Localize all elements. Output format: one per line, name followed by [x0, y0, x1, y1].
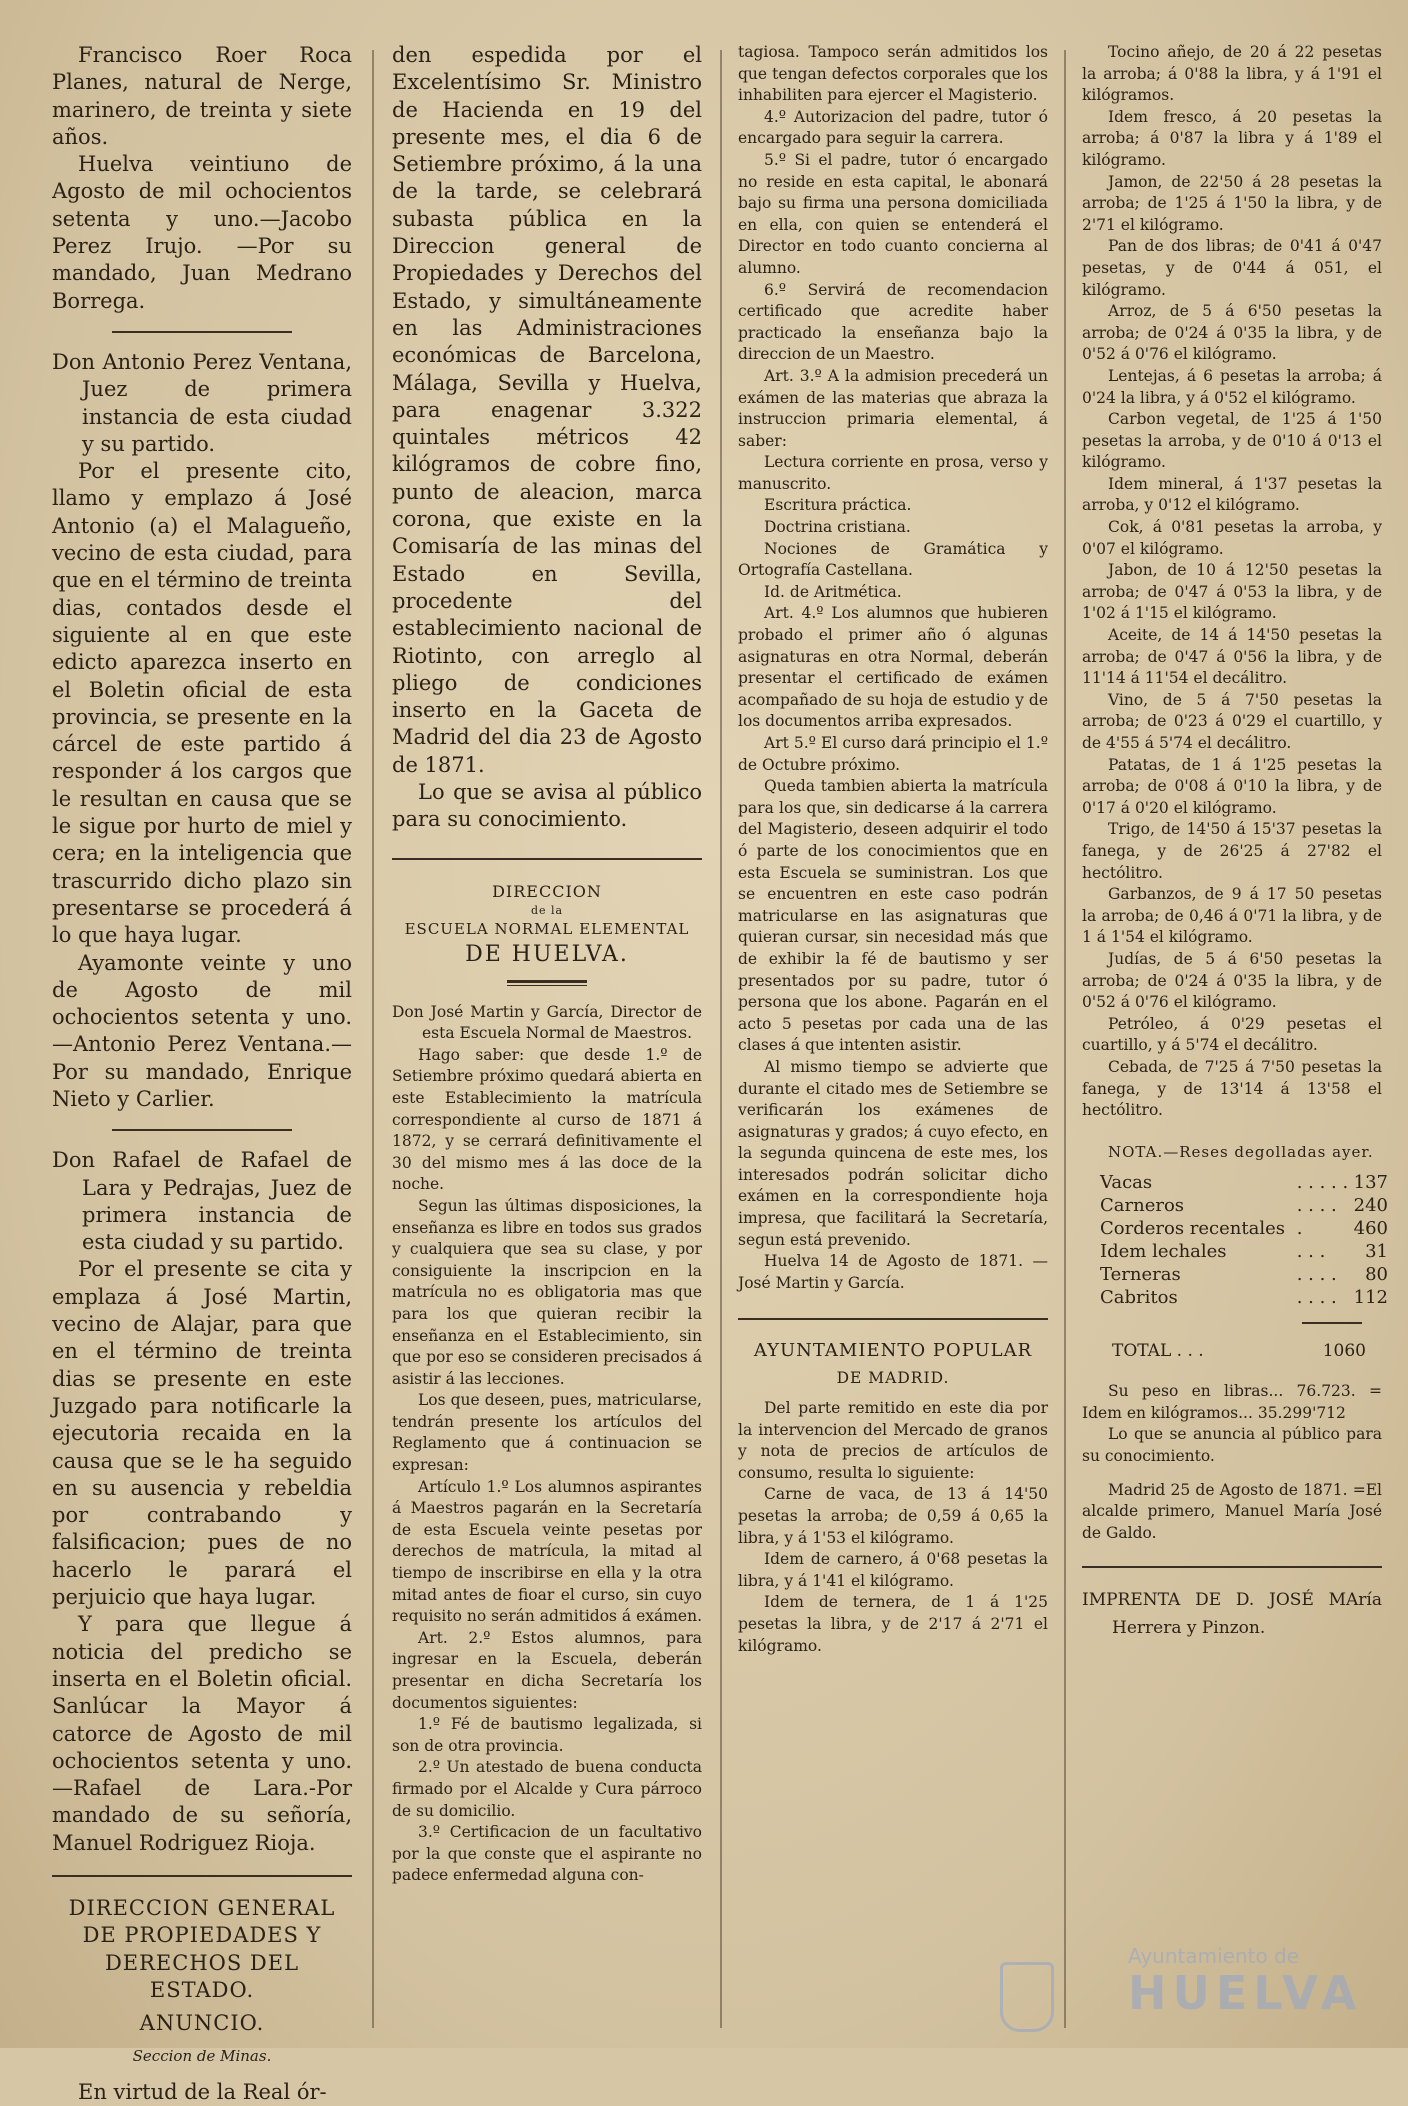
- column-3: [738, 42, 1048, 2028]
- paragraph: Al mismo tiempo se advierte que durante el citado mes de Setiembre se verificarán los exámenes de asignaturas y grados; á cuyo efecto, en la segunda quincena de este mes, los interesados podrán solicitar dicho exámen en la correspondiente hoja impresa, que facilitará la Secretaría, segun está prevenido.: [738, 1057, 1048, 1249]
- paragraph: 5.º Si el padre, tutor ó encargado no reside en esta capital, le abonará bajo su firma una persona domiciliada en ella, con quien se entenderá el Director en todo cuanto concierna al alumno.: [738, 150, 1048, 277]
- livestock-label: Terneras: [1100, 1264, 1181, 1286]
- coat-of-arms-icon: [1000, 1962, 1054, 2032]
- price-entry: Patatas, de 1 á 1'25 pesetas la arroba; de 0'08 á 0'10 la libra, y de 0'17 á 0'20 el kilógramo.: [1082, 755, 1382, 817]
- price-entry: Tocino añejo, de 20 á 22 pesetas la arroba; á 0'88 la libra, y á 1'91 el kilógramos.: [1082, 43, 1382, 105]
- price-entry: Idem fresco, á 20 pesetas la arroba; á 0'87 la libra y á 1'89 el kilógramo.: [1082, 107, 1382, 169]
- leader-dots: . . . .: [1296, 1195, 1337, 1217]
- paragraph: Escritura práctica.: [764, 496, 912, 515]
- price-entry: Arroz, de 5 á 6'50 pesetas la arroba; de 0'24 á 0'35 la libra, y de 0'52 á 0'76 el kilógramo.: [1082, 302, 1382, 364]
- paragraph: Art 5.º El curso dará principio el 1.º de Octubre próximo.: [738, 734, 1048, 774]
- livestock-label: Vacas: [1100, 1172, 1153, 1194]
- paragraph: Nociones de Gramática y Ortografía Castellana.: [738, 539, 1048, 580]
- paragraph: 1.º Fé de bautismo legalizada, si son de otra provincia.: [392, 1715, 702, 1755]
- section-subheading: ANUNCIO.: [139, 2011, 265, 2036]
- paragraph: Francisco Roer Roca Planes, natural de Nerge, marinero, de treinta y siete años.: [52, 43, 352, 149]
- school-heading-name: ESCUELA NORMAL ELEMENTAL: [404, 919, 690, 938]
- paragraph: Id. de Aritmética.: [764, 582, 902, 601]
- table-row: [1100, 1263, 1388, 1286]
- ornament: [507, 980, 587, 986]
- column-2: [392, 42, 702, 2028]
- separator: [112, 331, 292, 333]
- price-entry: Cebada, de 7'25 á 7'50 pesetas la fanega, y de 13'14 á 13'58 el hectólitro.: [1082, 1057, 1382, 1120]
- price-entry: Idem de carnero, á 0'68 pesetas la libra, y á 1'41 el kilógramo.: [738, 1550, 1048, 1590]
- paragraph: En virtud de la Real ór-: [78, 2079, 327, 2104]
- edict-heading: Don Rafael de Rafael de Lara y Pedrajas, Juez de primera instancia de esta ciudad y su partido.: [52, 1148, 352, 1255]
- watermark-line2: HUELVA: [1128, 1966, 1363, 2020]
- price-entry: Cok, á 0'81 pesetas la arroba, y 0'07 el kilógramo.: [1082, 518, 1382, 558]
- watermark-line1: Ayuntamiento de: [1128, 1944, 1300, 1968]
- separator: [52, 1875, 352, 1877]
- leader-dots: .: [1296, 1218, 1303, 1240]
- leader-dots: . . . . .: [1296, 1172, 1349, 1194]
- column-rule: [720, 50, 722, 2028]
- livestock-count: 137: [1353, 1172, 1388, 1194]
- livestock-label: Idem lechales: [1100, 1241, 1227, 1263]
- paragraph: Del parte remitido en este dia por la intervencion del Mercado de granos y nota de precios de artículos de consumo, resulta lo siguiente:: [738, 1399, 1048, 1482]
- total-value: 1060: [1322, 1341, 1366, 1362]
- nota-heading: NOTA.—Reses degolladas ayer.: [1108, 1142, 1374, 1161]
- price-entry: Idem de ternera, de 1 á 1'25 pesetas la libra, y de 2'17 á 2'71 el kilógramo.: [738, 1593, 1048, 1655]
- paragraph: Huelva veintiuno de Agosto de mil ochocientos setenta y uno.—Jacobo Perez Irujo. —Por su mandado, Juan Medrano Borrega.: [52, 152, 352, 313]
- paragraph: Don José Martin y García, Director de esta Escuela Normal de Maestros.: [392, 1002, 702, 1043]
- paragraph: Su peso en libras... 76.723. = Idem en kilógramos... 35.299'712: [1082, 1382, 1382, 1422]
- paragraph: 3.º Certificacion de un facultativo por la que conste que el aspirante no padece enfermedad alguna con-: [392, 1823, 702, 1885]
- livestock-count: 80: [1365, 1264, 1388, 1286]
- column-rule: [372, 50, 374, 2028]
- paragraph: Art. 3.º A la admision precederá un exámen de las materias que abraza la instruccion primaria elemental, á saber:: [738, 366, 1048, 450]
- paragraph: 2.º Un atestado de buena conducta firmado por el Alcalde y Cura párroco de su domicilio.: [392, 1758, 702, 1820]
- price-entry: Carbon vegetal, de 1'25 á 1'50 pesetas la arroba, y de 0'10 á 0'13 el kilógramo.: [1082, 410, 1382, 472]
- price-entry: Idem mineral, á 1'37 pesetas la arroba, y 0'12 el kilógramo.: [1082, 474, 1382, 515]
- separator: [392, 858, 702, 860]
- price-entry: Trigo, de 14'50 á 15'37 pesetas la fanega, y de 26'25 á 27'82 el hectólitro.: [1082, 820, 1382, 882]
- paragraph: den espedida por el Excelentísimo Sr. Ministro de Hacienda en 19 del presente mes, el dia 6 de Setiembre próximo, á la una de la tarde, se celebrará subasta pública en la Direccion general de Propiedades y Derechos del Estado, y simultáneamente en las Administraciones económicas de Barcelona, Málaga, Sevilla y Huelva, para enagenar 3.322 quintales métricos 42 kilógramos de cobre fino, punto de aleacion, marca corona, que existe en la Comisaría de las minas del Estado en Sevilla, procedente del establecimiento nacional de Riotinto, con arreglo al pliego de condiciones inserto en la Gaceta de Madrid del dia 23 de Agosto de 1871.: [392, 43, 702, 777]
- price-entry: Jamon, de 22'50 á 28 pesetas la arroba; de 1'25 á 1'50 la libra, y de 2'71 el kilógramo.: [1082, 172, 1382, 234]
- council-heading: AYUNTAMIENTO POPULAR: [753, 1340, 1033, 1362]
- price-entry: Vino, de 5 á 7'50 pesetas la arroba; de 0'23 á 0'29 el cuartillo, y de 4'55 á 5'74 el decálitro.: [1082, 690, 1382, 752]
- watermark-stamp: [1000, 1938, 1370, 2038]
- paragraph: Artículo 1.º Los alumnos aspirantes á Maestros pagarán en la Secretaría de esta Escuela veinte pesetas por derechos de matrícula, la mitad al tiempo de inscribirse en ella y la otra mitad antes de fioar el curso, sin cuyo requisito no serán admitidos á exámen.: [392, 1477, 703, 1626]
- school-heading: DIRECCION: [492, 881, 602, 901]
- section-heading: DIRECCION GENERAL DE PROPIEDADES Y DERECHOS DEL ESTADO.: [68, 1896, 336, 2002]
- price-entry: Petróleo, á 0'29 pesetas el cuartillo, y á 5'74 el decálitro.: [1082, 1014, 1382, 1055]
- price-entry: Carne de vaca, de 13 á 14'50 pesetas la arroba; de 0,59 á 0,65 la libra, y á 1'53 el kilógramo.: [738, 1485, 1048, 1547]
- council-subheading: DE MADRID.: [836, 1369, 950, 1388]
- leader-dots: . . .: [1296, 1241, 1326, 1263]
- printer-imprint: IMPRENTA DE D. JOSÉ MAría Herrera y Pinzon.: [1082, 1590, 1382, 1639]
- school-heading-city: DE HUELVA.: [465, 941, 629, 967]
- paragraph: Doctrina cristiana.: [764, 518, 911, 537]
- price-entry: Judías, de 5 á 6'50 pesetas la arroba; de 0'24 á 0'35 la libra, y de 0'52 á 0'76 el kilógramo.: [1082, 949, 1382, 1012]
- paragraph: Art. 4.º Los alumnos que hubieren probado el primer año ó algunas asignaturas en otra Normal, deberán presentar el certificado de exámen acompañado de su hoja de estudio y de los documentos arriba expresados.: [738, 604, 1048, 731]
- paragraph: Segun las últimas disposiciones, la enseñanza es libre en todos sus grados y cualquiera que sea su clase, y por consiguiente la inscripcion en la matrícula no es obligatoria mas que para los que quieran recibir la enseñanza en el Establecimiento, sin que por eso se consideren precisados á asistir á las lecciones.: [392, 1196, 702, 1388]
- table-row: [1100, 1171, 1388, 1194]
- total-label: TOTAL . . .: [1112, 1341, 1204, 1362]
- price-entry: Pan de dos libras; de 0'41 á 0'47 pesetas, y de 0'44 á 051, el kilógramo.: [1082, 237, 1382, 299]
- paragraph: Huelva 14 de Agosto de 1871. —José Martin y García.: [738, 1252, 1048, 1292]
- separator: [738, 1318, 1048, 1320]
- table-row: [1100, 1286, 1388, 1309]
- column-rule: [1064, 50, 1066, 2028]
- paragraph: Por el presente se cita y emplaza á José Martin, vecino de Alajar, para que en el término de treinta dias se presente en este Juzgado para notificarle la ejecutoria recaida en la causa que se le ha seguido en su ausencia y rebeldia por contrabando y falsificacion; pues de no hacerlo le parará el perjuicio que haya lugar.: [52, 1257, 352, 1610]
- price-entry: Aceite, de 14 á 14'50 pesetas la arroba; de 0'47 á 0'56 la libra, y de 11'14 á 11'54 el decálitro.: [1082, 626, 1382, 688]
- paragraph: Lo que se anuncia al público para su conocimiento.: [1082, 1425, 1382, 1466]
- livestock-table: [1100, 1171, 1388, 1309]
- column-1: [52, 42, 352, 2104]
- paragraph: Lo que se avisa al público para su conocimiento.: [392, 780, 702, 832]
- paragraph: Queda tambien abierta la matrícula para los que, sin dedicarse á la carrera del Magisterio, deseen adquirir el todo ó parte de los conocimientos que en esta Escuela se suministran. Los que se encuentren en este caso podrán matricularse en las asignaturas que quieran cursar, sin necesidad más que de exhibir la fé de bautismo y ser presentados por su padre, tutor ó persona que los abone. Pagarán en el acto 5 pesetas por cada una de las clases á que intenten asistir.: [738, 777, 1048, 1055]
- table-row: [1100, 1217, 1388, 1240]
- livestock-label: Cabritos: [1100, 1287, 1178, 1309]
- school-heading-connector: de la: [530, 903, 564, 917]
- paragraph: Ayamonte veinte y uno de Agosto de mil ochocientos setenta y uno.—Antonio Perez Ventana.—Por su mandado, Enrique Nieto y Carlier.: [52, 950, 352, 1111]
- paragraph: Hago saber: que desde 1.º de Setiembre próximo quedará abierta en este Establecimiento la matrícula correspondiente al curso de 1871 á 1872, y se cerrará definitivamente el 30 del mismo mes á las doce de la noche.: [392, 1045, 702, 1194]
- table-row: [1100, 1240, 1388, 1263]
- livestock-label: Corderos recentales: [1100, 1218, 1285, 1240]
- livestock-count: 460: [1353, 1218, 1388, 1240]
- livestock-count: 112: [1353, 1287, 1388, 1309]
- price-entry: Jabon, de 10 á 12'50 pesetas la arroba; de 0'47 á 0'53 la libra, y de 1'02 á 1'15 el kilógramo.: [1082, 561, 1382, 623]
- livestock-count: 31: [1365, 1241, 1388, 1263]
- paragraph: Los que deseen, pues, matricularse, tendrán presente los artículos del Reglamento que á continuacion se expresan:: [392, 1391, 702, 1475]
- paragraph: 6.º Servirá de recomendacion certificado que acredite haber practicado la enseñanza bajo la direccion de un Maestro.: [738, 280, 1048, 364]
- table-row: [1100, 1194, 1388, 1217]
- paragraph: Y para que llegue á noticia del predicho se inserta en el Boletin oficial. Sanlúcar la Mayor á catorce de Agosto de mil ochocientos setenta y uno. —Rafael de Lara.-Por mandado de su señoría, Manuel Rodriguez Rioja.: [52, 1612, 352, 1855]
- price-entry: Lentejas, á 6 pesetas la arroba; á 0'24 la libra, y á 0'52 el kilógramo.: [1082, 366, 1382, 407]
- section-label: Seccion de Minas.: [132, 2047, 272, 2066]
- paragraph: Lectura corriente en prosa, verso y manuscrito.: [738, 453, 1048, 493]
- separator: [1082, 1566, 1382, 1568]
- paragraph: Madrid 25 de Agosto de 1871. =El alcalde primero, Manuel María José de Galdo.: [1082, 1480, 1382, 1542]
- paragraph: 4.º Autorizacion del padre, tutor ó encargado para seguir la carrera.: [738, 107, 1048, 148]
- column-4: [1082, 42, 1388, 2028]
- total-row: [1112, 1341, 1382, 1361]
- livestock-count: 240: [1353, 1195, 1388, 1217]
- edict-heading: Don Antonio Perez Ventana, Juez de primera instancia de esta ciudad y su partido.: [52, 349, 352, 456]
- total-rule: [1082, 1309, 1362, 1327]
- paragraph: tagiosa. Tampoco serán admitidos los que tengan defectos corporales que los inhabiliten para ejercer el Magisterio.: [738, 43, 1048, 105]
- paragraph: Art. 2.º Estos alumnos, para ingresar en la Escuela, deberán presentar en dicha Secretaría los documentos siguientes:: [392, 1628, 702, 1712]
- leader-dots: . . . .: [1296, 1264, 1337, 1286]
- paragraph: Por el presente cito, llamo y emplazo á José Antonio (a) el Malagueño, vecino de esta ciudad, para que en el término de treinta dias, contados desde el siguiente al en que este edicto aparezca inserto en el Boletin oficial de esta provincia, se presente en la cárcel de este partido á responder á los cargos que le resultan en causa que se le sigue por hurto de miel y cera; en la inteligencia que trascurrido dicho plazo sin presentarse se procederá á lo que haya lugar.: [52, 459, 352, 948]
- price-entry: Garbanzos, de 9 á 17 50 pesetas la arroba; de 0,46 á 0'71 la libra, y de 1 á 1'54 el kilógramo.: [1082, 885, 1382, 947]
- leader-dots: . . . .: [1296, 1287, 1337, 1309]
- livestock-label: Carneros: [1100, 1195, 1185, 1217]
- separator: [112, 1129, 292, 1131]
